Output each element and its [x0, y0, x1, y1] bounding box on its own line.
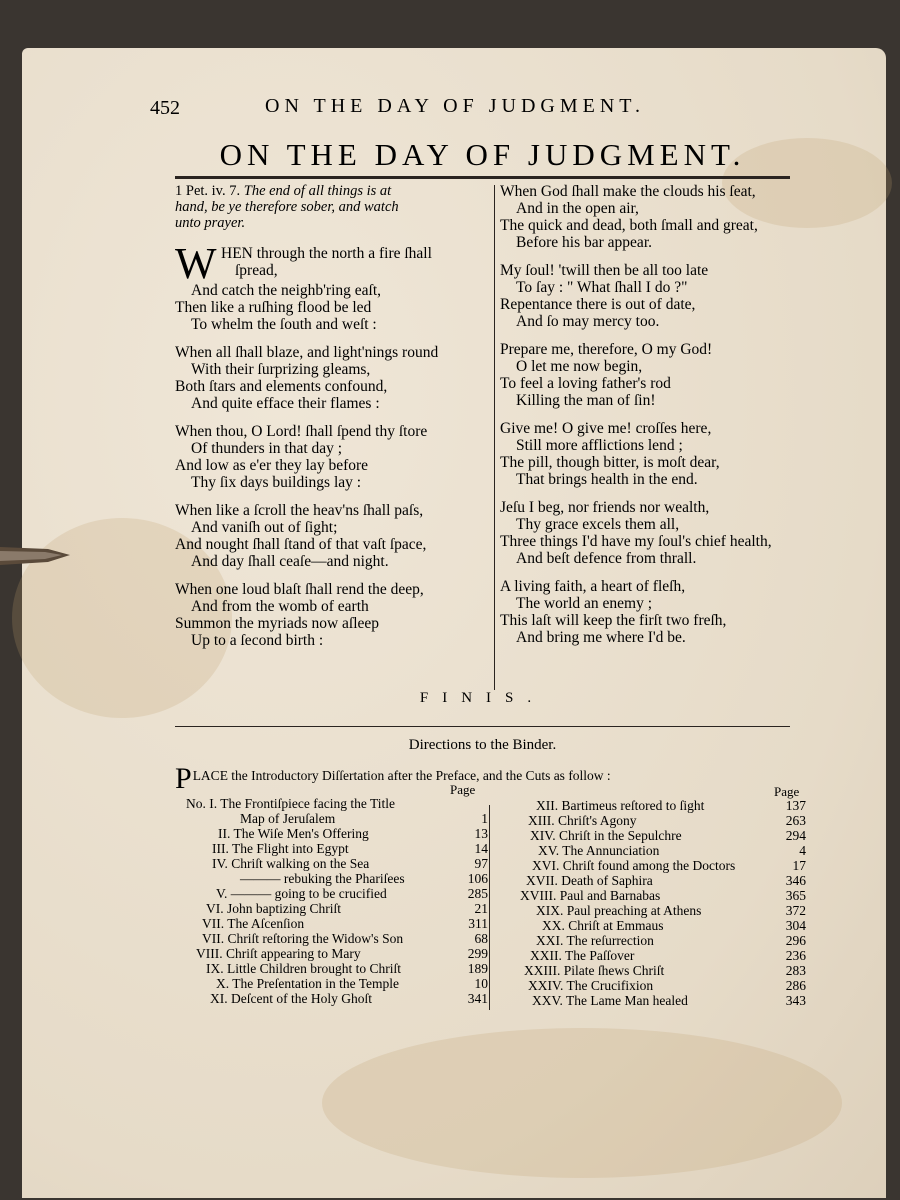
verse-line: And ſo may mercy too. [516, 313, 660, 330]
list-item [498, 828, 806, 843]
epigraph-ref: 1 Pet. iv. 7. [175, 183, 241, 199]
stanza [175, 502, 490, 570]
verse-line: My ſoul! 'twill then be all too late [500, 262, 709, 279]
verse-line: And beſt defence from thrall. [516, 550, 697, 567]
verse-line: To ſay : " What ſhall I do ?" [516, 279, 688, 296]
verse-line: When one loud blaſt ſhall rend the deep, [175, 581, 424, 598]
plate-page: 343 [785, 993, 806, 1008]
plate-page: 263 [785, 813, 806, 828]
plate-label: VI. John baptizing Chriſt [206, 901, 341, 916]
verse-line: To feel a loving father's rod [500, 375, 671, 392]
verse-line: Of thunders in that day ; [191, 440, 343, 457]
plate-page: 13 [474, 826, 488, 841]
list-item [498, 843, 806, 858]
plate-page: 236 [785, 948, 806, 963]
list-item [498, 858, 806, 873]
verse-line: Summon the myriads now aſleep [175, 615, 380, 632]
list-item [178, 796, 488, 811]
stanza [500, 420, 810, 488]
list-item [178, 961, 488, 976]
plate-label: ——— rebuking the Phariſees [240, 871, 405, 886]
plate-label: XI. Deſcent of the Holy Ghoſt [210, 991, 372, 1006]
verse-line: Still more afflictions lend ; [516, 437, 683, 454]
verse-line: O let me now begin, [516, 358, 643, 375]
plate-page: 311 [468, 916, 488, 931]
plate-label: XVI. Chriſt found among the Doctors [532, 858, 736, 873]
verse-line: The quick and dead, both ſmall and great, [500, 217, 758, 234]
plate-page: 365 [785, 888, 806, 903]
verse-line: Both ſtars and elements confound, [175, 378, 388, 395]
list-item [498, 918, 806, 933]
stanza [500, 578, 810, 646]
list-item [178, 826, 488, 841]
plate-label: IV. Chriſt walking on the Sea [212, 856, 370, 871]
verse-line: HEN through the north a fire ſhall [221, 245, 432, 262]
plate-page: 97 [474, 856, 488, 871]
list-item [178, 871, 488, 886]
plate-page: 10 [474, 976, 488, 991]
plate-page: 372 [785, 903, 806, 918]
list-item [498, 888, 806, 903]
plate-label: XV. The Annunciation [538, 843, 660, 858]
verse-line: And nought ſhall ſtand of that vaſt ſpace, [175, 536, 427, 553]
list-item [178, 946, 488, 961]
list-item [498, 813, 806, 828]
poem-left-column [175, 183, 490, 660]
plate-page: 17 [792, 858, 806, 873]
plate-label: No. I. The Frontiſpiece facing the Title [186, 796, 395, 811]
verse-line: Thy ſix days buildings lay : [191, 474, 362, 491]
list-item [498, 963, 806, 978]
plate-page: 1 [481, 811, 488, 826]
stanza [175, 239, 490, 333]
page-column-label: Page [450, 782, 476, 797]
verse-line: With their ſurprizing gleams, [191, 361, 371, 378]
list-item [498, 993, 806, 1008]
list-item [178, 916, 488, 931]
section-rule [175, 726, 790, 727]
verse-line: When thou, O Lord! ſhall ſpend thy ſtore [175, 423, 428, 440]
verse-line: The world an enemy ; [516, 595, 653, 612]
running-head [150, 95, 710, 125]
intro-text: LACE the Introductory Diſſertation after the Preface, and the Cuts as follow : [192, 768, 611, 783]
plate-label: III. The Flight into Egypt [212, 841, 349, 856]
stanza [175, 581, 490, 649]
verse-line: And in the open air, [516, 200, 639, 217]
plate-label: II. The Wiſe Men's Offering [218, 826, 369, 841]
list-item [178, 976, 488, 991]
verse-line: Killing the man of ſin! [516, 392, 656, 409]
verse-line: To whelm the ſouth and weſt : [191, 316, 377, 333]
epigraph-line: hand, be ye therefore sober, and watch [175, 199, 399, 215]
plate-page: 68 [474, 931, 488, 946]
plate-label: XVIII. Paul and Barnabas [520, 888, 661, 903]
bookmark-ribbon-icon [0, 535, 70, 575]
verse-line: ſpread, [235, 262, 278, 279]
running-title: ON THE DAY OF JUDGMENT. [265, 95, 646, 117]
verse-line: And bring me where I'd be. [516, 629, 686, 646]
plate-page: 106 [467, 871, 488, 886]
verse-line: And quite efface their flames : [191, 395, 380, 412]
list-item [498, 978, 806, 993]
list-item [178, 931, 488, 946]
verse-line: That brings health in the end. [516, 471, 698, 488]
plate-label: XXI. The reſurrection [536, 933, 654, 948]
list-item [178, 856, 488, 871]
verse-line: Then like a ruſhing flood be led [175, 299, 372, 316]
verse-line: When like a ſcroll the heav'ns ſhall paſs, [175, 502, 424, 519]
list-item [178, 886, 488, 901]
page-title: ON THE DAY OF JUDGMENT. [219, 137, 746, 172]
verse-line: When all ſhall blaze, and light'nings round [175, 344, 439, 361]
list-item [498, 948, 806, 963]
verse-line: Three things I'd have my ſoul's chief health, [500, 533, 772, 550]
plate-label: VIII. Chriſt appearing to Mary [196, 946, 361, 961]
plate-page: 137 [785, 798, 806, 813]
intro-drop-cap: P [175, 762, 192, 795]
page-number: 452 [150, 97, 180, 119]
list-item [498, 873, 806, 888]
plate-label: V. ——— going to be crucified [216, 886, 387, 901]
plate-label: Map of Jeruſalem [240, 811, 336, 826]
plate-page: 189 [467, 961, 488, 976]
plate-page: 285 [467, 886, 488, 901]
list-item [498, 798, 806, 813]
stanza [175, 423, 490, 491]
plate-page: 346 [785, 873, 806, 888]
verse-line: Give me! O give me! croſſes here, [500, 420, 712, 437]
list-item [498, 933, 806, 948]
verse-line: Up to a ſecond birth : [191, 632, 324, 649]
verse-line: This laſt will keep the firſt two freſh, [500, 612, 727, 629]
plate-label: XXIII. Pilate ſhews Chriſt [524, 963, 665, 978]
plate-label: XXIV. The Crucifixion [528, 978, 654, 993]
verse-line: A living faith, a heart of fleſh, [500, 578, 686, 595]
verse-line: Repentance there is out of date, [500, 296, 696, 313]
header-rule [175, 176, 790, 179]
plate-label: XIV. Chriſt in the Sepulchre [530, 828, 682, 843]
epigraph-line: The end of all things is at [243, 183, 392, 199]
verse-line: Thy grace excels them all, [516, 516, 680, 533]
water-stain [322, 1028, 842, 1178]
plates-list-left [178, 796, 488, 1006]
plates-list-right [498, 798, 806, 1008]
stanza [500, 341, 810, 409]
binder-title: Directions to the Binder. [408, 737, 557, 753]
plate-label: IX. Little Children brought to Chriſt [206, 961, 401, 976]
list-item [498, 903, 806, 918]
verse-line: Jeſu I beg, nor friends nor wealth, [500, 499, 710, 516]
verse-line: And from the womb of earth [191, 598, 369, 615]
plate-label: XIII. Chriſt's Agony [528, 813, 637, 828]
plate-page: 4 [799, 843, 806, 858]
verse-line: Prepare me, therefore, O my God! [500, 341, 713, 358]
poem-right-column [500, 183, 810, 657]
verse-line: And vaniſh out of ſight; [191, 519, 338, 536]
binder-intro [175, 762, 795, 796]
list-item [178, 841, 488, 856]
table-divider [489, 805, 490, 1010]
plate-label: VII. The Aſcenſion [202, 916, 305, 931]
stanza [500, 262, 810, 330]
list-item [178, 811, 488, 826]
plate-page: 283 [785, 963, 806, 978]
plate-label: X. The Preſentation in the Temple [216, 976, 400, 991]
verse-line: The pill, though bitter, is moſt dear, [500, 454, 720, 471]
verse-line: And day ſhall ceaſe—and night. [191, 553, 389, 570]
list-item [178, 901, 488, 916]
stanza [175, 344, 490, 412]
epigraph [175, 183, 490, 231]
plate-page: 341 [467, 991, 488, 1006]
plate-page: 299 [467, 946, 488, 961]
plate-label: VII. Chriſt reſtoring the Widow's Son [202, 931, 404, 946]
finis: FINIS. [419, 690, 546, 706]
plate-page: 296 [785, 933, 806, 948]
plate-label: XVII. Death of Saphira [526, 873, 653, 888]
plate-label: XXII. The Paſſover [530, 948, 635, 963]
plate-page: 294 [785, 828, 806, 843]
plate-label: XIX. Paul preaching at Athens [536, 903, 702, 918]
stanza [500, 499, 810, 567]
verse-line: And catch the neighb'ring eaſt, [191, 282, 382, 299]
plate-page: 304 [785, 918, 806, 933]
plate-page: 21 [474, 901, 488, 916]
stanza [500, 183, 810, 251]
epigraph-line: unto prayer. [175, 215, 246, 231]
column-divider [494, 185, 495, 690]
page-column-label: Page [774, 784, 800, 799]
plate-page: 14 [474, 841, 488, 856]
verse-line: When God ſhall make the clouds his ſeat, [500, 183, 756, 200]
plate-label: XX. Chriſt at Emmaus [542, 918, 664, 933]
list-item [178, 991, 488, 1006]
plate-label: XII. Bartimeus reſtored to ſight [536, 798, 705, 813]
verse-line: And low as e'er they lay before [175, 457, 369, 474]
plate-label: XXV. The Lame Man healed [532, 993, 688, 1008]
drop-cap: W [175, 239, 217, 288]
plate-page: 286 [785, 978, 806, 993]
verse-line: Before his bar appear. [516, 234, 652, 251]
